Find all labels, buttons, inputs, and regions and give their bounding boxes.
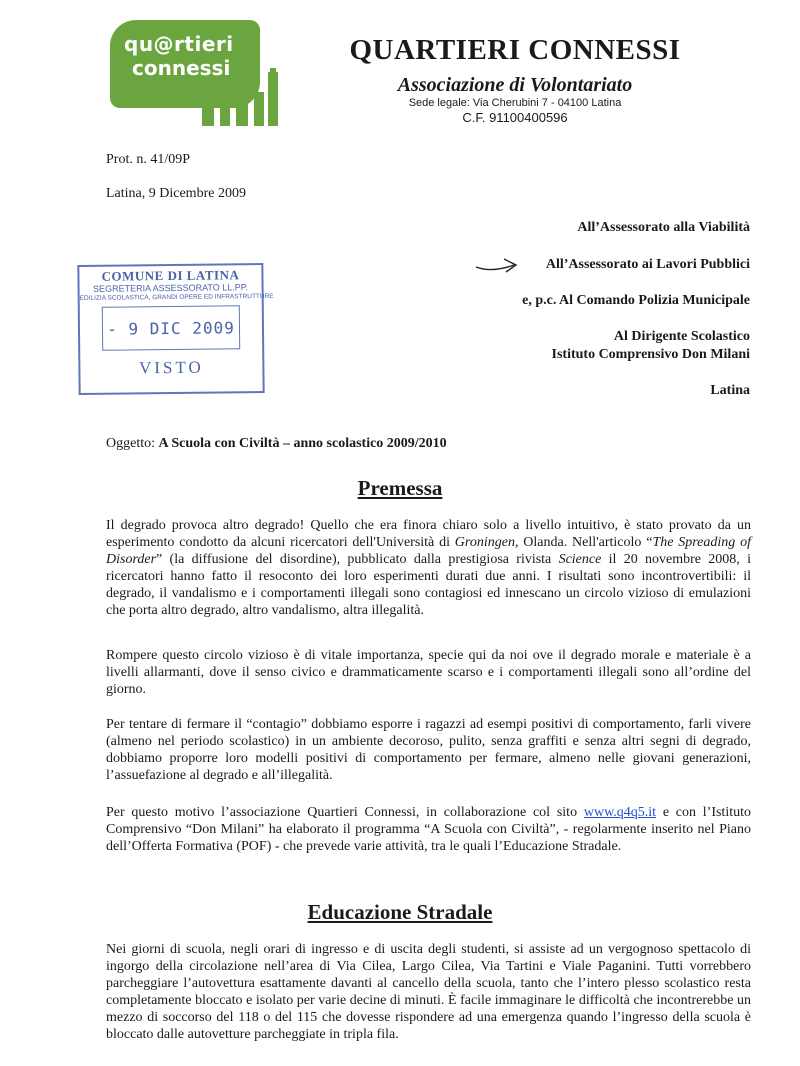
paragraph-text: e con l’Istituto Comprensivo “Don Milani” ha elaborato il programma “A Scuola con Civiltà”, - regolarmente inserito nel Piano dell’Offerta Formativa (POF) - che prevede varie attività, tra le quali l’Educazione Stradale. [106, 805, 751, 854]
organization-name: QUARTIERI CONNESSI [349, 34, 681, 66]
paragraph-premessa-1 [106, 517, 751, 619]
paragraph-premessa-4 [106, 804, 751, 855]
stamp-date: - 9 DIC 2009 [107, 318, 235, 339]
logo-buildings-icon [196, 68, 280, 132]
stamp-municipality: COMUNE DI LATINA [101, 267, 240, 284]
organization-tax-code: C.F. 91100400596 [462, 110, 568, 125]
recipient-istituto: Istituto Comprensivo Don Milani [551, 347, 750, 362]
association-logo [110, 12, 280, 122]
stamp-office: SEGRETERIA ASSESSORATO LL.PP. [92, 282, 249, 294]
section-heading-educazione-stradale: Educazione Stradale [307, 900, 493, 924]
protocol-number: Prot. n. 41/09P [106, 152, 191, 167]
organization-address: Sede legale: Via Cherubini 7 - 04100 Latina [408, 97, 622, 109]
subject-label: Oggetto: [106, 436, 159, 451]
recipient-lavori-pubblici: All’Assessorato ai Lavori Pubblici [545, 257, 750, 272]
recipient-city: Latina [710, 383, 750, 398]
article-title: The Spreading of Disorder [106, 535, 751, 567]
paragraph-text: Per questo motivo l’associazione Quartieri Connessi, in collaborazione col sito [106, 805, 584, 820]
recipient-polizia-municipale: e, p.c. Al Comando Polizia Municipale [522, 293, 750, 308]
paragraph-educazione-stradale-1: Nei giorni di scuola, negli orari di ingresso e di uscita degli studenti, si assiste ad un vergognoso spettacolo di ingorgo della circolazione nell’area di Via Cilea, Largo Cilea, Via Tartini e Viale Paganini. Tutti vorrebbero parcheggiare l’autovettura esattamente davanti al cancello della scuola, tanto che l’intero plesso scolastico resta completamente bloccato e isolato per varie decine di minuti. È facile immaginare le difficoltà che incontrerebbe un mezzo di soccorso del 118 o del 115 che dovesse rispondere ad una emergenza quando l’ingresso della scuola è bloccato dalle autovetture parcheggiate in tripla fila. [106, 942, 751, 1042]
subject-text: A Scuola con Civiltà – anno scolastico 2009/2010 [158, 436, 447, 451]
paragraph-text: Il degrado provoca altro degrado! Quello che era finora chiaro solo a livello intuitivo, è stato provato da un esperimento condotto da alcuni ricercatori dell'Università di [106, 518, 751, 550]
recipient-viabilita: All’Assessorato alla Viabilità [577, 220, 750, 235]
paragraph-text: il 20 novembre 2008, i ricercatori hanno fatto il resoconto dei loro esperimenti durati due anni. I risultati sono incontrovertibili: il degrado, il vandalismo e i comportamenti illegali sono contagiosi ed innescano un circolo vizioso di emulazioni che porta altro degrado, altro vandalismo, altra illegalità. [106, 552, 751, 618]
letter-date: Latina, 9 Dicembre 2009 [106, 186, 246, 201]
stamp-date-box [102, 305, 240, 350]
logo-text-line2: connessi [132, 56, 231, 80]
organization-subtitle: Associazione di Volontariato [397, 74, 633, 96]
stamp-visto: VISTO [138, 357, 204, 378]
stamp-department: EDILIZIA SCOLASTICA, GRANDI OPERE ED INFRASTRUTTURE [79, 292, 274, 302]
paragraph-text: , Olanda. Nell'articolo “ [514, 535, 653, 550]
received-stamp [77, 263, 274, 395]
section-heading-premessa: Premessa [357, 476, 443, 500]
handwritten-arrow-icon [474, 255, 520, 277]
subject-line [106, 436, 447, 452]
paragraph-italic: Groningen [454, 535, 515, 550]
paragraph-premessa-2: Rompere questo circolo vizioso è di vitale importanza, specie qui da noi ove il degrado morale e materiale è a livelli allarmanti, dove il senso civico e drammaticamente scarso e i comportamenti illegali sono all’ordine del giorno. [106, 648, 751, 697]
paragraph-premessa-3: Per tentare di fermare il “contagio” dobbiamo esporre i ragazzi ad esempi positivi di comportamento, farli vivere (almeno nel periodo scolastico) in un ambiente decoroso, pulito, senza graffiti e senza altri segni di degrado, dobbiamo proporre loro modelli positivi di comportamento per fermare, almeno nelle giovani generazioni, l’assuefazione al degrado e all’illegalità. [106, 717, 751, 783]
recipient-dirigente: Al Dirigente Scolastico [613, 329, 750, 344]
journal-name: Science [558, 552, 602, 567]
website-link[interactable]: www.q4q5.it [583, 805, 657, 820]
logo-text-line1: qu@rtieri [124, 32, 234, 56]
paragraph-text: ” (la diffusione del disordine), pubblicato dalla prestigiosa rivista [156, 552, 559, 567]
